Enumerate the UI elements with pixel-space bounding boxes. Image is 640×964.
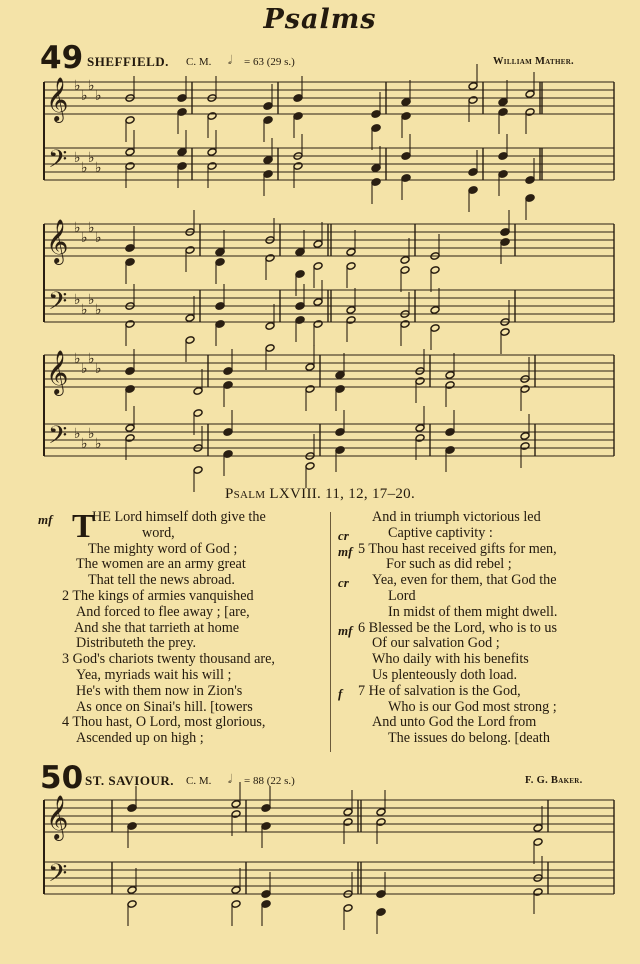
lyric-line: Who is our God most strong ; [388, 698, 557, 715]
lyric-line: In midst of them might dwell. [388, 603, 558, 620]
lyric-line: The issues do belong. [death [388, 730, 550, 747]
flat-icon: ♭ [81, 89, 88, 104]
tempo-50: = 88 (22 s.) [244, 775, 295, 787]
dynamic-mark: f [338, 685, 343, 701]
dynamic-mark: cr [338, 575, 349, 591]
psalm-reference [0, 486, 640, 503]
flat-icon: ♭ [95, 362, 102, 377]
lyric-line: That tell the news abroad. [88, 572, 235, 589]
treble-clef-icon: 𝄞 [46, 795, 69, 839]
lyric-line: Of our salvation God ; [372, 635, 500, 652]
flat-icon: ♭ [95, 303, 102, 318]
dynamic-mark: cr [338, 527, 349, 543]
flat-icon: ♭ [95, 231, 102, 246]
lyric-line: 2 The kings of armies vanquished [62, 588, 254, 604]
composer-50: F. G. Baker. [525, 775, 583, 786]
flat-icon: ♭ [88, 79, 95, 94]
lyric-line: Ascended up on high ; [76, 730, 204, 747]
tune-name-50: ST. SAVIOUR. [85, 773, 174, 788]
half-note-icon: 𝅗𝅥 [228, 772, 232, 786]
column-divider [330, 512, 331, 752]
half-note-icon: 𝅗𝅥 [228, 53, 232, 67]
lyric-line: 3 God's chariots twenty thousand are, [62, 651, 275, 668]
lyric-line: As once on Sinai's hill. [towers [76, 698, 253, 715]
dynamic-mark: mf [338, 622, 353, 638]
flat-icon: ♭ [74, 352, 81, 367]
flat-icon: ♭ [74, 221, 81, 236]
treble-clef-icon: 𝄞 [46, 77, 69, 121]
composer-49: William Mather. [493, 56, 574, 67]
treble-clef-icon: 𝄞 [46, 350, 69, 394]
flat-icon: ♭ [81, 161, 88, 176]
lyric-line: 4 Thou hast, O Lord, most glorious, [62, 714, 266, 731]
flat-icon: ♭ [81, 231, 88, 246]
psalm-verses: LXVIII. 11, 12, 17–20. [269, 486, 416, 502]
page-title: Psalms [263, 4, 377, 35]
lyric-line: Yea, myriads wait his will ; [76, 667, 232, 683]
flat-icon: ♭ [95, 161, 102, 176]
flat-icon: ♭ [74, 79, 81, 94]
lyric-line: HE Lord himself doth give the [92, 509, 266, 525]
flat-icon: ♭ [74, 151, 81, 166]
tempo-49: = 63 (29 s.) [244, 56, 295, 68]
bass-clef-icon: 𝄢 [48, 421, 68, 456]
lyric-line: He's with them now in Zion's [76, 682, 243, 699]
flat-icon: ♭ [88, 293, 95, 308]
lyric-line: The women are an army great [76, 556, 246, 573]
hymn-number-49: 49 [40, 40, 84, 76]
psalm-label: Psalm [224, 486, 266, 502]
flat-icon: ♭ [88, 352, 95, 367]
lyric-line: And she that tarrieth at home [74, 619, 240, 636]
meter-49: C. M. [186, 56, 212, 68]
lyric-line: 6 Blessed be the Lord, who is to us [358, 619, 557, 636]
treble-clef-icon: 𝄞 [46, 219, 69, 263]
lyric-line: For such as did rebel ; [386, 556, 512, 573]
flat-icon: ♭ [81, 303, 88, 318]
lyric-line: word, [142, 524, 175, 541]
flat-icon: ♭ [81, 362, 88, 377]
lyric-line: And unto God the Lord from [372, 714, 537, 731]
hymn-number-50: 50 [40, 760, 84, 796]
drop-cap: T [72, 508, 95, 545]
tune-name-49: SHEFFIELD. [87, 54, 169, 69]
flat-icon: ♭ [88, 427, 95, 442]
lyric-line: Yea, even for them, that God the [372, 572, 557, 589]
lyric-line: And forced to flee away ; [are, [76, 603, 250, 620]
lyric-line: 5 Thou hast received gifts for men, [358, 540, 557, 557]
lyric-line: And in triumph victorious led [372, 509, 541, 525]
flat-icon: ♭ [88, 151, 95, 166]
lyric-line: The mighty word of God ; [88, 540, 238, 557]
lyric-line: Captive captivity : [388, 524, 493, 541]
dynamic-mark: mf [338, 543, 353, 559]
flat-icon: ♭ [74, 293, 81, 308]
lyric-line: Lord [388, 588, 416, 604]
flat-icon: ♭ [74, 427, 81, 442]
bass-clef-icon: 𝄢 [48, 287, 68, 322]
bass-clef-icon: 𝄢 [48, 859, 68, 894]
flat-icon: ♭ [88, 221, 95, 236]
flat-icon: ♭ [95, 89, 102, 104]
meter-50: C. M. [186, 775, 212, 787]
lyric-line: 7 He of salvation is the God, [358, 682, 521, 699]
lyric-line: Distributeth the prey. [76, 635, 197, 652]
lyric-line: Who daily with his benefits [372, 651, 529, 668]
dynamic-mark: mf [38, 512, 53, 527]
bass-clef-icon: 𝄢 [48, 145, 68, 180]
flat-icon: ♭ [95, 437, 102, 452]
lyric-line: Us plenteously doth load. [372, 667, 518, 683]
flat-icon: ♭ [81, 437, 88, 452]
